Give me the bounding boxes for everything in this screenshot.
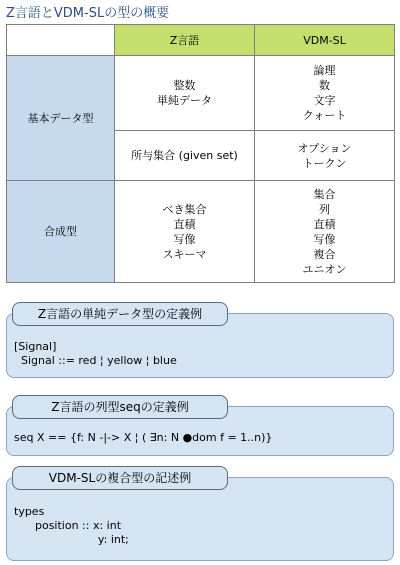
cell-text: 列 (319, 202, 330, 216)
example-code-line: Signal ::= red ¦ yellow ¦ blue (14, 354, 177, 367)
cell-text: 整数 (173, 79, 196, 92)
cell-text: 写像 (313, 232, 336, 246)
cell-text: ユニオン (302, 262, 347, 276)
header-z-language: Z言語 (115, 25, 255, 56)
cell-text: 複合 (313, 247, 336, 261)
cell-text: 集合 (313, 187, 336, 201)
basic-types-z-cell-2: 所与集合 (given set) (115, 131, 255, 181)
basic-types-vdm-cell-2 (255, 131, 395, 181)
cell-text: 文字 (313, 94, 336, 107)
cell-text: 直積 (313, 217, 336, 231)
cell-text: オプション (297, 141, 352, 155)
cell-text: べき集合 (162, 202, 207, 216)
example-label-composite-type: VDM-SLの複合型の記述例 (12, 466, 228, 490)
cell-text: スキーマ (162, 247, 207, 261)
example-code-line: seq X == {f: N -|-> X ¦ ( ∃n: N ●dom f = 1..n)} (14, 431, 273, 444)
composite-types-z-cell (115, 181, 255, 283)
cell-text: 写像 (173, 232, 196, 246)
basic-types-z-cell-1 (115, 56, 255, 131)
example-code-line: position :: x: int (14, 519, 122, 532)
row-header-basic-types: 基本データ型 (7, 56, 115, 181)
type-overview-table (6, 24, 395, 283)
cell-text: 単純データ (157, 94, 212, 107)
cell-text: 数 (319, 79, 330, 92)
page-title: Z言語とVDM-SLの型の概要 (6, 6, 170, 21)
cell-text: 論理 (313, 64, 336, 77)
basic-types-vdm-cell-1 (255, 56, 395, 131)
row-header-composite-types: 合成型 (7, 181, 115, 283)
cell-text: 直積 (173, 217, 196, 231)
example-label-simple-type: Z言語の単純データ型の定義例 (12, 302, 228, 326)
header-blank-cell (7, 25, 115, 56)
cell-text: クォート (302, 109, 347, 122)
header-vdm-sl: VDM-SL (255, 25, 395, 56)
composite-types-vdm-cell (255, 181, 395, 283)
example-label-seq-type: Z言語の列型seqの定義例 (12, 395, 228, 419)
example-code-line: [Signal] (14, 340, 57, 353)
example-code-line: types (14, 505, 45, 518)
cell-text: トークン (302, 156, 347, 170)
example-code-line: y: int; (14, 533, 129, 546)
